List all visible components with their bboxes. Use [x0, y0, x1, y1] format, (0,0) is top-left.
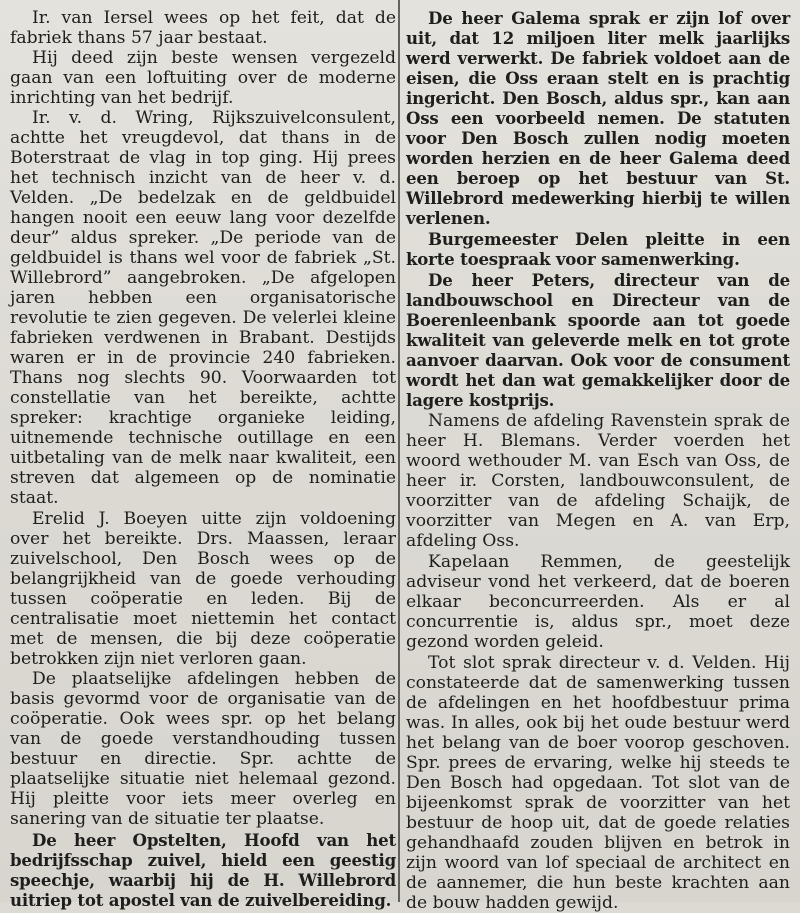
paragraph-van-der-wring: Ir. v. d. Wring, Rijkszuivelconsulent, achtte het vreugdevol, dat thans in de Boterstraat de vlag in top ging. Hij prees het technisch inzicht van de heer v. d. Velden. „De bedelzak en de geldbuidel hangen nooit een eeuw lang voor dezelfde deur” aldus spreker. „De periode van de geldbuidel is thans wel voor de fabriek „St. Willebrord” aangebroken. „De afgelopen jaren hebben een organisatorische revolutie te zien gegeven. De velerlei kleine fabrieken verdwenen in Brabant. Destijds waren er in de provincie 240 fabrieken. Thans nog slechts 90. Voorwaarden tot constellatie van het bereikte, achtte spreker: krachtige organieke leiding, uitnemende technische outillage en een uitbetaling van de melk naar kwaliteit, een streven dat algemeen op de nominatie staat. [10, 108, 396, 508]
paragraph-ravenstein: Namens de afdeling Ravenstein sprak de heer H. Blemans. Verder voerden het woord wethouder M. van Esch van Oss, de heer ir. Corsten, landbouwconsulent, de voorzitter van de afdeling Schaijk, de voorzitter van Megen en A. van Erp, afdeling Oss. [406, 411, 790, 551]
paragraph-wensen: Hij deed zijn beste wensen vergezeld gaan van een loftuiting over de moderne inrichting van het bedrijf. [10, 48, 396, 108]
paragraph-van-der-velden: Tot slot sprak directeur v. d. Velden. Hij constateerde dat de samenwerking tussen de afdelingen en het hoofdbestuur prima was. In alles, ook bij het oude bestuur werd het belang van de boer voorop geschoven. Spr. prees de ervaring, welke hij steeds te Den Bosch had opgedaan. Tot slot van de bijeenkomst sprak de voorzitter van het bestuur de hoop uit, dat de goede relaties gehandhaafd zouden blijven en betrok in zijn woord van lof speciaal de architect en de aannemer, die hun beste krachten aan de bouw hadden gewijd. [406, 653, 790, 913]
paragraph-delen: Burgemeester Delen pleitte in een korte toespraak voor samenwerking. [406, 229, 790, 269]
column-rule [398, 0, 400, 902]
paragraph-van-iersel: Ir. van Iersel wees op het feit, dat de fabriek thans 57 jaar bestaat. [10, 8, 396, 48]
paragraph-afdelingen: De plaatselijke afdelingen hebben de basis gevormd voor de organisatie van de coöperatie. Ook wees spr. op het belang van de goede verstandhouding tussen bestuur en directie. Spr. achtte de plaatselijke situatie niet helemaal gezond. Hij pleitte voor iets meer overleg en sanering van de situatie ter plaatse. [10, 669, 396, 829]
left-column [10, 8, 396, 910]
right-column [406, 8, 790, 913]
paragraph-opstelten: De heer Opstelten, Hoofd van het bedrijfsschap zuivel, hield een geestig speechje, waarbij hij de H. Willebrord uitriep tot apostel van de zuivelbereiding. [10, 830, 396, 910]
paragraph-remmen: Kapelaan Remmen, de geestelijk adviseur vond het verkeerd, dat de boeren elkaar beconcurreerden. Als er al concurrentie is, aldus spr., moet deze gezond worden geleid. [406, 552, 790, 652]
paragraph-galema: De heer Galema sprak er zijn lof over uit, dat 12 miljoen liter melk jaarlijks werd verwerkt. De fabriek voldoet aan de eisen, die Oss eraan stelt en is prachtig ingericht. Den Bosch, aldus spr., kan aan Oss een voorbeeld nemen. De statuten voor Den Bosch zullen nodig moeten worden herzien en de heer Galema deed een beroep op het bestuur van St. Willebrord medewerking hierbij te willen verlenen. [406, 8, 790, 228]
paragraph-peters: De heer Peters, directeur van de landbouwschool en Directeur van de Boerenleenbank spoorde aan tot goede kwaliteit van geleverde melk en tot grote aanvoer daarvan. Ook voor de consument wordt het dan wat gemakkelijker door de lagere kostprijs. [406, 270, 790, 410]
paragraph-boeyen: Erelid J. Boeyen uitte zijn voldoening over het bereikte. Drs. Maassen, leraar zuivelschool, Den Bosch wees op de belangrijkheid van de goede verhouding tussen coöperatie en leden. Bij de centralisatie moet niettemin het contact met de mensen, die bij deze coöperatie betrokken zijn niet verloren gaan. [10, 509, 396, 669]
